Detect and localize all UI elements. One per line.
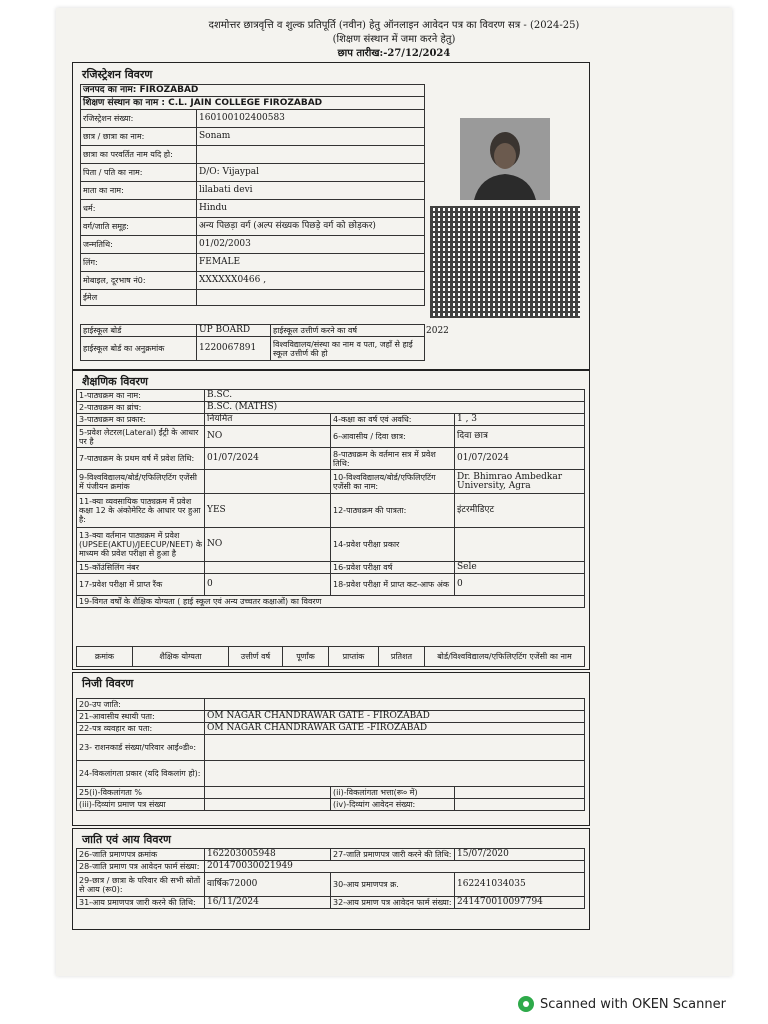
field-label: 31-आय प्रमाणपत्र जारी करने की तिथि: [77,897,205,909]
entrance-rank: 0 [205,574,331,596]
field-label: रजिस्ट्रेशन संख्या: [81,110,197,128]
field-label: 14-प्रवेश परीक्षा प्रकार [331,528,455,562]
academic-table [76,389,585,608]
header-subtitle: (शिक्षण संस्थान में जमा करने हेतु) [332,34,456,45]
student-photo [460,118,550,200]
family-income: वार्षिक72000 [205,873,331,897]
field-label: 28-जाति प्रमाण पत्र आवेदन फार्म संख्या: [77,861,205,873]
ration-card-number [205,735,585,761]
field-label: विश्वविद्यालय/संस्था का नाम व पता, जहाँ से हाई स्कूल उत्तीर्ण की हो [271,337,425,361]
field-label: 29-छात्र / छात्रा के परिवार की सभी स्रोतों से आय (रू0): [77,873,205,897]
registration-number: 160100102400583 [197,110,425,128]
column-header: पूर्णांक [283,647,329,667]
field-label: लिंग: [81,254,197,272]
hostel-status: दिवा छात्र [455,426,585,448]
disability-percent [205,787,331,799]
column-header: प्राप्तांक [329,647,379,667]
income-certificate-number: 162241034035 [455,873,585,897]
field-label: 6-आवासीय / दिवा छात्र: [331,426,455,448]
field-label: 30-आय प्रमाणपत्र क्र. [331,873,455,897]
field-label: 8-पाठ्यक्रम के वर्तमान सत्र में प्रवेश तिथि: [331,448,455,470]
field-label: 1-पाठ्यक्रम का नाम: [77,390,205,402]
field-label: हाईस्कूल उत्तीर्ण करने का वर्ष [271,325,425,337]
hs-roll-number: 1220067891 [197,337,271,361]
academic-title: शैक्षणिक विवरण [82,375,148,388]
course-eligibility: इंटरमीडिएट [455,494,585,528]
student-name: Sonam [197,128,425,146]
column-header: उत्तीर्ण वर्ष [229,647,283,667]
caste-income-table [76,848,585,909]
entrance-exam-year: Sele [455,562,585,574]
university-reg-number [205,470,331,494]
field-label: वर्ग/जाति समूह: [81,218,197,236]
gender: FEMALE [197,254,425,272]
correspondence-address: OM NAGAR CHANDRAWAR GATE -FIROZABAD [205,723,585,735]
field-label: 32-आय प्रमाण पत्र आवेदन फार्म संख्या: [331,897,455,909]
field-label: छात्रा का परवर्तित नाम यदि हो: [81,146,197,164]
permanent-address: OM NAGAR CHANDRAWAR GATE - FIROZABAD [205,711,585,723]
disability-type [205,761,585,787]
field-label: 9-विश्वविद्यालय/बोर्ड/एफिलिएटिंग एजेंसी में पंजीयन क्रमांक [77,470,205,494]
column-header: प्रतिशत [379,647,425,667]
column-header: शैक्षिक योग्यता [133,647,229,667]
field-label: 13-क्या वर्तमान पाठ्यक्रम में प्रवेश (UPSEE(AKTU)/JEECUP/NEET) के माध्यम की प्रवेश परीक्षा से हुआ है [77,528,205,562]
field-label: 21-आवासीय स्थायी पता: [77,711,205,723]
caste-income-title: जाति एवं आय विवरण [82,833,171,846]
field-label: ईमेल [81,290,197,306]
university-name: Dr. Bhimrao Ambedkar University, Agra [455,470,585,494]
course-name: B.SC. [205,390,585,402]
field-label: 24-विकलांगता प्रकार (यदि विकलांग हो): [77,761,205,787]
changed-name [197,146,425,164]
caste-certificate-date: 15/07/2020 [455,849,585,861]
religion: Hindu [197,200,425,218]
district-name: जनपद का नाम: FIROZABAD [81,85,425,97]
sub-caste [205,699,585,711]
field-label: मोबाइल, दूरभाष नं0: [81,272,197,290]
scanner-watermark [518,993,726,1015]
registration-table [80,84,425,306]
email [197,290,425,306]
class-year: 1 , 3 [455,414,585,426]
hs-board: UP BOARD [197,325,271,337]
education-history-table [76,646,585,667]
field-label: 25(i)-विकलांगता % [77,787,205,799]
institute-name: शिक्षण संस्थान का नाम : C.L. JAIN COLLEGE FIROZABAD [81,97,425,110]
field-label: छात्र / छात्रा का नाम: [81,128,197,146]
scanner-text: Scanned with OKEN Scanner [540,996,726,1012]
date-of-birth: 01/02/2003 [197,236,425,254]
disability-certificate [205,799,331,811]
field-label: पिता / पति का नाम: [81,164,197,182]
field-label: 22-पत्र व्यवहार का पता: [77,723,205,735]
income-application-number: 241470010097794 [455,897,585,909]
entrance-cutoff: 0 [455,574,585,596]
caste-application-number: 201470030021949 [205,861,585,873]
field-label: हाईस्कूल बोर्ड [81,325,197,337]
column-header: बोर्ड/विश्वविद्यालय/एफिलिएटिंग एजेंसी का नाम [425,647,585,667]
father-name: D/O: Vijaypal [197,164,425,182]
column-header: क्रमांक [77,647,133,667]
mobile-number: XXXXXX0466 , [197,272,425,290]
field-label: 4-कक्षा का वर्ष एवं अवधि: [331,414,455,426]
first-admission-date: 01/07/2024 [205,448,331,470]
qr-code [430,206,580,318]
hs-year: 2022 [426,326,449,336]
entrance-exam-admission: NO [205,528,331,562]
current-admission-date: 01/07/2024 [455,448,585,470]
personal-table [76,698,585,811]
field-label: 23- राशनकार्ड संख्या/परिवार आई०डी०: [77,735,205,761]
highschool-table [80,324,425,361]
caste-group: अन्य पिछड़ा वर्ग (अल्प संख्यक पिछड़े वर्ग को छोड़कर) [197,218,425,236]
field-label: 12-पाठ्यक्रम की पात्रता: [331,494,455,528]
disability-allowance [455,787,585,799]
course-type: नियमित [205,414,331,426]
field-label: 20-उप जाति: [77,699,205,711]
header-title: दशमोत्तर छात्रवृत्ति व शुल्क प्रतिपूर्ति (नवीन) हेतु ऑनलाइन आवेदन पत्र का विवरण सत्र - (2024-25) [208,20,580,31]
field-label: (iv)-दिव्यांग आवेदन संख्या: [331,799,455,811]
document-page [56,8,732,976]
field-label: 27-जाति प्रमाणपत्र जारी करने की तिथि: [331,849,455,861]
field-label: 11-क्या व्यवसायिक पाठ्यक्रम में प्रवेश कक्षा 12 के अंकोमेरिट के आधार पर हुआ है: [77,494,205,528]
field-label: 16-प्रवेश परीक्षा वर्ष [331,562,455,574]
mother-name: lilabati devi [197,182,425,200]
field-label: 3-पाठ्यक्रम का प्रकार: [77,414,205,426]
registration-title: रजिस्ट्रेशन विवरण [82,68,153,81]
personal-title: निजी विवरण [82,677,134,690]
counselling-number [205,562,331,574]
field-label: 15-कॉउंसिलिंग नंबर [77,562,205,574]
history-label: 19-विगत वर्षों के शैक्षिक योग्यता ( हाई स्कूल एवं अन्य उच्चतर कक्षाओं) का विवरण [77,596,585,608]
caste-certificate-number: 162203005948 [205,849,331,861]
field-label: हाईस्कूल बोर्ड का अनुक्रमांक [81,337,197,361]
course-branch: B.SC. (MATHS) [205,402,585,414]
field-label: (ii)-विकलांगता भत्ता(रू० में) [331,787,455,799]
field-label: 7-पाठ्यक्रम के प्रथम वर्ष में प्रवेश तिथि: [77,448,205,470]
field-label: 17-प्रवेश परीक्षा में प्राप्त रैंक [77,574,205,596]
field-label: 5-प्रवेश लेटरल(Lateral) ईंट्री के आधार पर है [77,426,205,448]
income-certificate-date: 16/11/2024 [205,897,331,909]
lateral-entry: NO [205,426,331,448]
field-label: जन्मतिथि: [81,236,197,254]
disability-application [455,799,585,811]
entrance-exam-type [455,528,585,562]
field-label: धर्म: [81,200,197,218]
merit-admission: YES [205,494,331,528]
field-label: 2-पाठ्यक्रम का ब्रांच: [77,402,205,414]
scanner-logo-icon [518,996,534,1012]
field-label: 10-विश्वविद्यालय/बोर्ड/एफिलिएटिंग एजेंसी का नाम: [331,470,455,494]
field-label: (iii)-दिव्यांग प्रमाण पत्र संख्या [77,799,205,811]
field-label: 18-प्रवेश परीक्षा में प्राप्त कट-आफ अंक [331,574,455,596]
field-label: माता का नाम: [81,182,197,200]
field-label: 26-जाति प्रमाणपत्र क्रमांक [77,849,205,861]
print-date: छाप तारीख:-27/12/2024 [337,48,451,59]
